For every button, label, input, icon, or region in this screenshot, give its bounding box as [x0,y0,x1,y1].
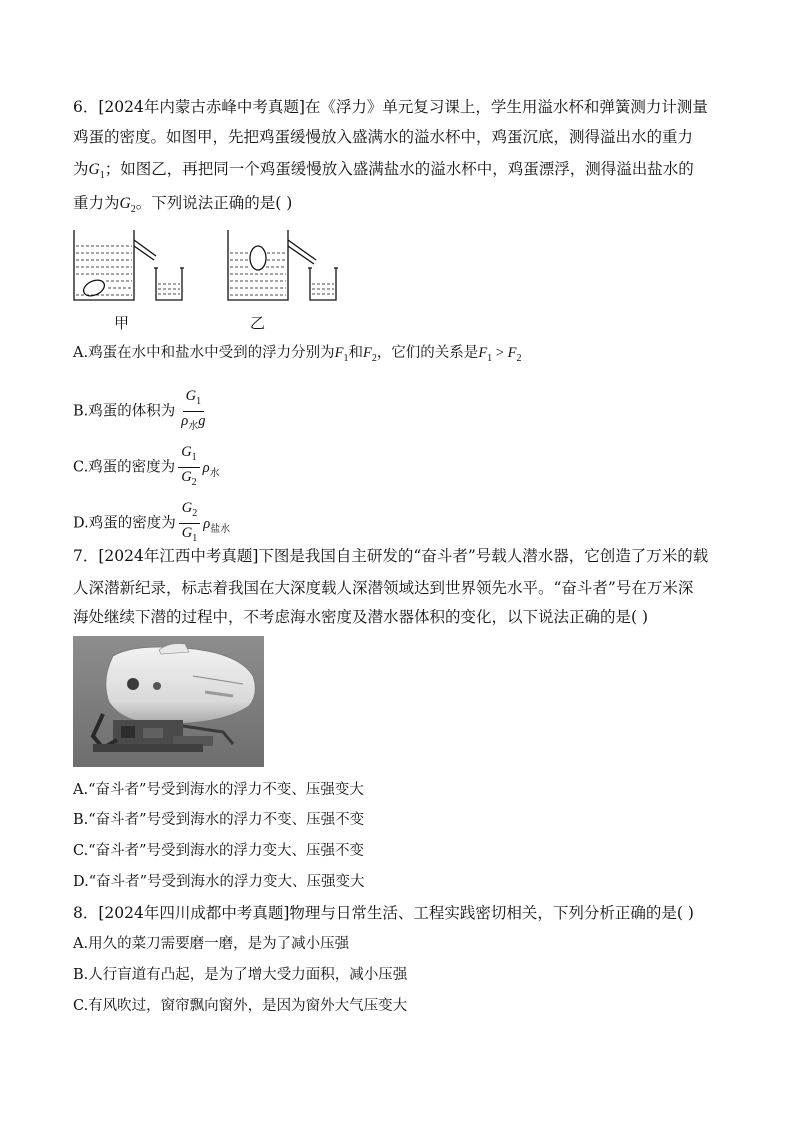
q6-option-b: B.鸡蛋的体积为 $\frac{G_1}{\rho_水g}$ [73,388,211,435]
q6-option-c: C.鸡蛋的密度为 $\frac{G_1}{G_2}$ $\rho_水$ [73,444,220,491]
submersible-photo [73,636,264,767]
egg-b-floating [250,246,266,270]
q7-option-a: A.“奋斗者”号受到海水的浮力不变、压强变大 [73,782,364,798]
overflow-cup-a [74,230,134,300]
q7-line-1: 7．[2024年江西中考真题]下图是我国自主研发的“奋斗者”号载人潜水器，它创造了万米的载 [73,547,709,565]
fraction-density-d: $\frac{G_2}{G_1}$ [179,500,200,547]
q7-line-3: 海处继续下潜的过程中，不考虑海水密度及潜水器体积的变化，以下说法正确的是( ) [73,608,649,626]
fraction-density-c: $\frac{G_1}{G_2}$ [178,444,199,491]
overflow-cup-figure-a [70,226,190,306]
symbol-g2: $G_2$ [119,195,136,215]
q6-line-3: 为$G_1$；如图乙，再把同一个鸡蛋缓慢放入盛满盐水的溢水杯中，鸡蛋漂浮，测得溢出盐水的 [73,160,694,181]
q7-line-2: 人深潜新纪录，标志着我国在大深度载人深潜领域达到世界领先水平。“奋斗者”号在万米深 [73,579,694,597]
symbol-g1: $G_1$ [88,161,105,181]
symbol-f1: $F_1$ [334,345,349,364]
egg-a-sunk [81,277,107,299]
q8-option-b: B.人行盲道有凸起，是为了增大受力面积，减小压强 [73,967,408,983]
q6-line-2: 鸡蛋的密度。如图甲，先把鸡蛋缓慢放入盛满水的溢水杯中，鸡蛋沉底，测得溢出水的重力 [73,128,694,146]
relation-f1-gt-f2: $F_1 > F_2$ [478,345,522,364]
spout-b-top [288,240,316,260]
q8-option-a: A.用久的菜刀需要磨一磨，是为了减小压强 [73,936,350,952]
q7-option-d: D.“奋斗者”号受到海水的浮力变大、压强变大 [73,874,365,890]
fraction-volume: $\frac{G_1}{\rho_水g}$ [181,388,206,432]
q6-option-d: D.鸡蛋的密度为 $\frac{G_2}{G_1}$ $\rho_{盐水}$ [73,500,230,547]
q8-line-1: 8．[2024年四川成都中考真题]物理与日常生活、工程实践密切相关，下列分析正确的是( ) [73,904,694,922]
figure-label-a: 甲 [114,314,130,332]
q8-option-c: C.有风吹过，窗帘飘向窗外，是因为窗外大气压变大 [73,998,408,1014]
q6-option-a: A.鸡蛋在水中和盐水中受到的浮力分别为$F_1$和$F_2$，它们的关系是$F_1 > F_2$ [73,345,522,364]
overflow-cup-figure-b [224,226,344,306]
figure-label-b: 乙 [250,314,266,332]
symbol-f2: $F_2$ [362,345,377,364]
q7-option-c: C.“奋斗者”号受到海水的浮力变大、压强不变 [73,843,365,859]
q6-line-1: 6．[2024年内蒙古赤峰中考真题]在《浮力》单元复习课上，学生用溢水杯和弹簧测力计测量 [73,98,708,116]
q7-option-b: B.“奋斗者”号受到海水的浮力不变、压强不变 [73,812,365,828]
q6-line-4: 重力为$G_2$。下列说法正确的是( ) [73,194,293,215]
